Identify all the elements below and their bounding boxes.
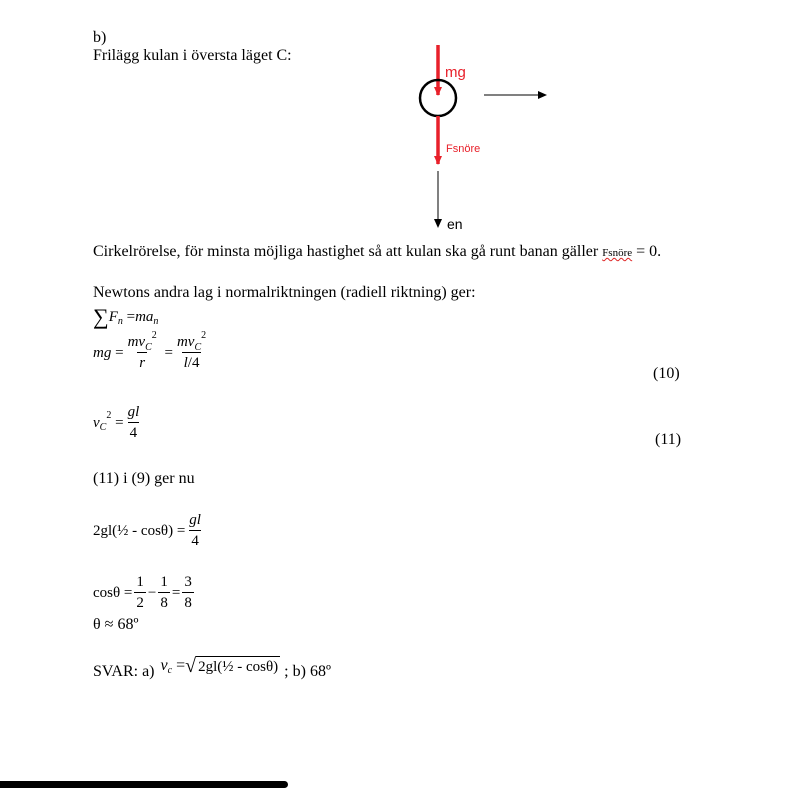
sum-equation: ∑ F n = ma n [93,304,159,329]
answer-line: SVAR: a) v c = √ 2gl(½ - cosθ) ; b) 68º [93,655,331,680]
scroll-indicator[interactable] [0,781,288,788]
en-label: en [447,216,463,232]
newton-text: Newtons andra lag i normalriktningen (radiell riktning) ger: [93,284,476,301]
equation-cos: cosθ = $\frac{1}{2}$ − $\frac{1}{8}$ = $\frac{3}{8}$ [93,574,192,611]
answer-sqrt: 2gl(½ - cosθ) [196,656,280,676]
intro-text: Frilägg kulan i översta läget C: [93,47,292,64]
answer-suffix: ; b) 68º [284,663,331,680]
fsnore-label: Fsnöre [446,143,481,155]
circular-text: Cirkelrörelse, för minsta möjliga hastighet så att kulan ska gå runt banan gäller [93,243,599,260]
circular-sentence [93,244,661,260]
equation-2gl: 2gl(½ - cosθ) = $\frac{gl}{4}$ [93,512,201,549]
eq10-label: (10) [653,365,680,382]
free-body-diagram [400,40,570,235]
mg-label: mg [445,64,466,81]
equation-11: v C 2 = $\frac{gl}{4}$ [93,404,140,441]
substitution-text: (11) i (9) ger nu [93,470,195,487]
part-label: b) [93,29,107,46]
circular-eq: = 0. [632,243,662,260]
answer-prefix: SVAR: a) [93,663,155,680]
eq-cos-left: cosθ = [93,584,133,601]
eq11-label: (11) [655,431,682,448]
theta-result: θ ≈ 68º [93,616,139,633]
eq-2gl-left: 2gl(½ - cosθ) = [93,522,186,539]
equation-10: mg = $\frac{mv_C^2}{r}$ = $\frac{mv_C^2}{l/4}$ [93,330,207,371]
circular-fsnore: Fsnöre [602,247,633,259]
